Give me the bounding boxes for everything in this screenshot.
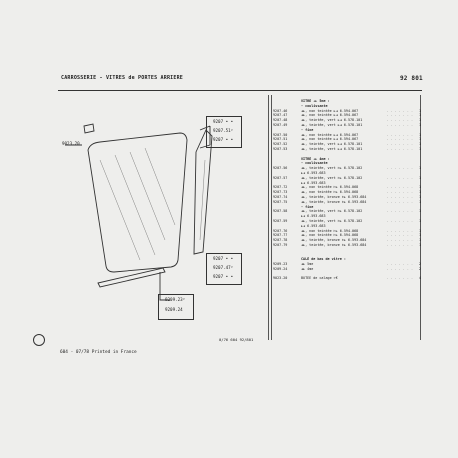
diagram-label-clip: 9023.20 [62,141,80,146]
clip-part [84,124,94,133]
part-description: BUTEE de calage >€ [301,276,338,281]
part-description: ◄►, non teintée ⊢► 6.594.068 [301,233,359,238]
part-quantity: 1 [418,209,421,214]
part-reference: 9207.52 [273,142,288,147]
part-description: ◄►, teintée, vert ⊢► 6.578.102 [301,218,363,223]
part-description: ◄►, teintée, vert ⊢► 6.578.102 [301,209,363,214]
part-description: ►◄ 6.593.683 [301,170,326,175]
part-description: ◄►, non teintée ⊢► 6.594.068 [301,228,359,233]
leader-dots: . . . . . . . [386,146,413,151]
part-quantity: 1 [418,175,421,180]
part-quantity: 1 [418,132,421,137]
part-quantity: 1 [418,185,421,190]
part-description: ◄►, non teintée ⊢► 6.594.068 [301,190,359,195]
part-reference: 9207.73 [273,190,288,195]
part-quantity: 1 [418,199,421,204]
part-description: CALE de bas de vitre : [301,257,346,262]
leader-dots: . . . . . . . [386,190,413,195]
part-reference: 9023.20 [273,276,288,281]
part-description: - coulissante [301,103,328,108]
diagram-label: 9209.24 [165,307,183,312]
leader-dots: . . . . . . . [386,228,413,233]
diagram-label: 9207 • • [213,119,234,124]
leader-dots: . . . . . . . [386,185,413,190]
print-info: 604 - 07/78 Printed in France [60,350,137,355]
part-reference: 9207.49 [273,122,288,127]
page-title: CARROSSERIE - VITRES de PORTES ARRIERE [61,75,183,81]
leader-dots: . . . . . . . [386,137,413,142]
part-description: ◄►, teintée, bronze ⊢► 6.593.684 [301,199,367,204]
part-quantity: 2 [418,262,421,267]
sliding-glass [88,133,187,272]
leader-dots: . . . . . . . [386,175,413,180]
leader-dots: . . . . . . . [386,276,413,281]
part-quantity: 1 [418,137,421,142]
diagram-label: 9207 • • [213,137,234,142]
leader-dots: . . . . . . . [386,194,413,199]
part-description: ►◄ 6.593.683 [301,180,326,185]
part-quantity: 1 [418,238,421,243]
leader-dots: . . . . . . . [386,122,413,127]
diagram-label: 9209.23² [165,297,186,302]
part-quantity: 1 [418,242,421,247]
leader-dots: . . . . . . . [386,108,413,113]
part-quantity: 1 [418,142,421,147]
leader-dots: . . . . . . . [386,262,413,267]
part-reference: 9207.56 [273,166,288,171]
part-reference: 9209.24 [273,266,288,271]
leader-dots: . . . . . . . [386,242,413,247]
table-row [273,276,423,281]
part-description: - fixe [301,127,314,132]
leader-dots: . . . . . . . [386,132,413,137]
part-quantity: 1 [418,233,421,238]
page-number: 92 801 [400,75,423,82]
punch-hole-icon [33,334,45,346]
diagram-label: 9207 • • [213,274,234,279]
part-reference: 9207.79 [273,242,288,247]
part-description: ◄►, teintée, bronze ⊢► 6.593.684 [301,194,367,199]
header-rule [58,90,422,91]
leader-dots: . . . . . . . [386,199,413,204]
leader-dots: . . . . . . . [386,118,413,123]
part-quantity: 1 [418,228,421,233]
part-quantity: 2 [418,266,421,271]
part-description: VITRE ◄► 4me : [301,156,330,161]
part-reference: 9207.57 [273,175,288,180]
part-reference: 9207.59 [273,218,288,223]
part-description: ◄► 4me [301,266,314,271]
part-reference: 9207.46 [273,108,288,113]
table-divider [271,95,272,340]
diagram-label: 9207.47² [213,265,234,270]
part-quantity: 1 [418,122,421,127]
part-description: ►◄ 6.593.683 [301,214,326,219]
part-description: ◄►, teintée, vert ⊢► 6.578.102 [301,166,363,171]
part-description: ◄►, teintée, bronze ⊢► 6.593.684 [301,238,367,243]
part-quantity: 1 [418,194,421,199]
leader-dots: . . . . . . . [386,218,413,223]
part-description: ◄►, teintée, vert ►◄ 6.578.101 [301,146,363,151]
part-quantity: 4 [418,276,421,281]
part-description: ◄►, teintée, bronze ⊢► 6.593.684 [301,242,367,247]
part-reference: 9207.48 [273,118,288,123]
part-reference: 9207.58 [273,209,288,214]
part-reference: 9207.76 [273,228,288,233]
part-description: VITRE ◄► 5me : [301,99,330,103]
part-description: ◄►, non teintée ►◄ 6.594.067 [301,132,359,137]
part-quantity: 1 [418,146,421,151]
part-description: ◄►, teintée, vert ►◄ 6.578.101 [301,118,363,123]
leader-dots: . . . . . . . [386,238,413,243]
part-reference: 9207.78 [273,238,288,243]
diagram-label: 9207 • • [213,256,234,261]
part-description: - fixe [301,204,314,209]
part-reference: 9207.51 [273,137,288,142]
part-description: ◄► 5me [301,262,314,267]
leader-dots: . . . . . . . [386,266,413,271]
part-description: ►◄ 6.593.683 [301,223,326,228]
part-description: ◄►, teintée, vert ►◄ 6.578.101 [301,142,363,147]
part-description: ◄►, teintée, vert ►◄ 6.578.101 [301,122,363,127]
part-quantity: 1 [418,190,421,195]
part-quantity: 1 [418,218,421,223]
part-reference: 9207.77 [273,233,288,238]
part-reference: 9207.47 [273,113,288,118]
part-description: ◄►, non teintée ►◄ 6.594.067 [301,108,359,113]
part-reference: 9207.53 [273,146,288,151]
part-reference: 9207.50 [273,132,288,137]
doc-code: 0/76 604 92/801 [219,337,254,342]
part-reference: 9207.72 [273,185,288,190]
diagram-label: 9207.51² [213,128,234,133]
leader-dots: . . . . . . . [386,233,413,238]
parts-table [273,99,423,281]
part-quantity: 1 [418,166,421,171]
part-description: ◄►, non teintée ►◄ 6.594.067 [301,113,359,118]
leader-dots: . . . . . . . [386,209,413,214]
part-description: - coulissante [301,161,328,166]
leader-dots: . . . . . . . [386,142,413,147]
part-quantity: 1 [418,118,421,123]
leader-dots: . . . . . . . [386,166,413,171]
part-reference: 9207.75 [273,199,288,204]
part-description: ◄►, teintée, vert ⊢► 6.578.102 [301,175,363,180]
leader-dots: . . . . . . . [386,113,413,118]
part-quantity: 1 [418,113,421,118]
part-quantity: 1 [418,108,421,113]
part-reference: 9209.23 [273,262,288,267]
part-description: ◄►, non teintée ⊢► 6.594.068 [301,185,359,190]
part-reference: 9207.74 [273,194,288,199]
part-description: ◄►, non teintée ►◄ 6.594.067 [301,137,359,142]
